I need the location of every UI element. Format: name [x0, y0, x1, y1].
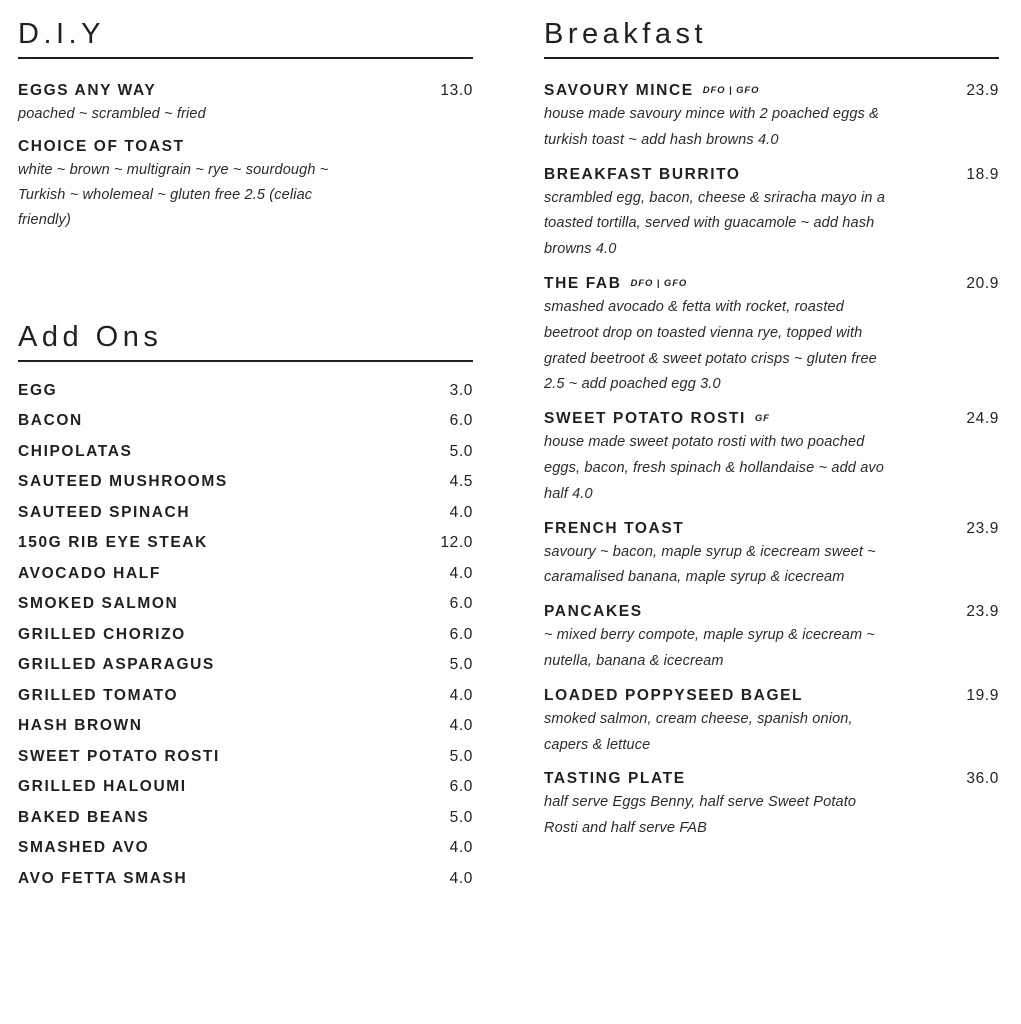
list-item	[18, 382, 473, 400]
menu-item-description: scrambled egg, bacon, cheese & sriracha mayo in a toasted tortilla, served with guacamole ~ add hash browns 4.0	[544, 189, 886, 258]
addon-name: AVOCADO HALF	[18, 564, 161, 582]
list-item	[18, 412, 473, 430]
menu-item-name-text: FRENCH TOAST	[544, 519, 685, 537]
section-title-diy: D.I.Y	[18, 18, 105, 50]
menu-item-head	[544, 767, 999, 791]
menu-item-head	[544, 407, 999, 431]
list-item	[18, 839, 473, 857]
menu-item-description: ~ mixed berry compote, maple syrup & icecream ~ nutella, banana & icecream	[544, 627, 876, 670]
list-item	[18, 717, 473, 735]
left-column	[18, 0, 473, 900]
menu-item-name-text: THE FAB	[544, 275, 622, 293]
addon-price: 5.0	[449, 656, 473, 674]
addon-name: EGG	[18, 381, 58, 399]
menu-item-price: 20.9	[966, 275, 999, 293]
section-divider-add-ons	[18, 360, 473, 362]
menu-item-name: EGGS ANY WAY	[18, 82, 157, 99]
list-item	[18, 687, 473, 705]
addon-price: 5.0	[449, 747, 473, 765]
menu-item-description: smoked salmon, cream cheese, spanish onion, capers & lettuce	[544, 710, 853, 753]
section-divider-breakfast	[544, 57, 999, 59]
menu-item	[544, 79, 999, 154]
list-item	[18, 870, 473, 888]
menu-item	[544, 407, 999, 507]
addon-price: 4.0	[449, 503, 473, 521]
addon-price: 3.0	[449, 381, 473, 399]
menu-item-name	[544, 272, 687, 296]
menu-item-name: CHOICE OF TOAST	[18, 137, 185, 155]
dietary-tag: DFO | GFO	[702, 85, 760, 96]
addon-price: 6.0	[449, 412, 473, 430]
menu-item-name	[544, 684, 812, 708]
menu-item	[544, 163, 999, 263]
menu-item-description: savoury ~ bacon, maple syrup & icecream sweet ~ caramalised banana, maple syrup & icecream	[544, 543, 876, 586]
menu-item	[544, 600, 999, 675]
addon-name: AVO FETTA SMASH	[18, 869, 188, 887]
list-item	[18, 443, 473, 461]
addon-name: GRILLED ASPARAGUS	[18, 656, 215, 674]
section-title-add-ons: Add Ons	[18, 320, 163, 353]
addon-price: 5.0	[449, 808, 473, 826]
list-item	[18, 626, 473, 644]
menu-item-description: half serve Eggs Benny, half serve Sweet Potato Rosti and half serve FAB	[544, 794, 857, 837]
addon-name: GRILLED CHORIZO	[18, 625, 186, 643]
menu-item	[18, 135, 473, 233]
addon-name: SAUTEED MUSHROOMS	[18, 473, 228, 491]
addon-name: BACON	[18, 412, 83, 430]
menu-item-name	[544, 407, 770, 431]
menu-item	[544, 684, 999, 759]
section-breakfast	[544, 0, 999, 842]
addon-price: 6.0	[449, 625, 473, 643]
menu-item	[544, 517, 999, 592]
addon-price: 4.0	[449, 839, 473, 857]
menu-item-name-text: BREAKFAST BURRITO	[544, 165, 741, 183]
menu-item-head	[544, 684, 999, 708]
addon-price: 12.0	[440, 534, 473, 552]
menu-item-name-text: TASTING PLATE	[544, 770, 686, 788]
menu-item-name-text: LOADED POPPYSEED BAGEL	[544, 686, 804, 704]
menu-item-price: 18.9	[966, 165, 999, 183]
menu-item-name	[544, 767, 695, 791]
list-item	[18, 565, 473, 583]
menu-item	[544, 767, 999, 842]
menu-item-head	[544, 163, 999, 187]
menu-item-price: 24.9	[966, 410, 999, 428]
list-item	[18, 534, 473, 552]
menu-item-name-text: PANCAKES	[544, 603, 643, 621]
list-item	[18, 473, 473, 491]
list-item	[18, 748, 473, 766]
section-diy	[18, 0, 473, 233]
menu-item-price: 36.0	[966, 770, 999, 788]
list-item	[18, 809, 473, 827]
addon-price: 5.0	[449, 442, 473, 460]
addon-name: SMOKED SALMON	[18, 595, 179, 613]
addon-price: 4.0	[449, 564, 473, 582]
section-spacer	[18, 241, 473, 303]
addon-name: 150G RIB EYE STEAK	[18, 534, 208, 552]
addon-price: 4.5	[449, 473, 473, 491]
section-title-breakfast: Breakfast	[544, 18, 707, 50]
menu-item-price: 23.9	[966, 603, 999, 621]
menu-item	[544, 272, 999, 398]
menu-item	[18, 79, 473, 127]
addon-name: GRILLED TOMATO	[18, 686, 179, 704]
menu-item-price: 23.9	[966, 519, 999, 537]
menu-item-name	[544, 517, 693, 541]
menu-item-description: house made savoury mince with 2 poached eggs & turkish toast ~ add hash browns 4.0	[544, 106, 879, 148]
menu-item-name-text: SWEET POTATO ROSTI	[544, 410, 746, 428]
menu-item-head	[18, 79, 473, 103]
menu-item-name-text: SAVOURY MINCE	[544, 82, 694, 99]
dietary-tag: DFO | GFO	[630, 278, 688, 290]
list-item	[18, 656, 473, 674]
addon-name: BAKED BEANS	[18, 808, 150, 826]
list-item	[18, 504, 473, 522]
addon-price: 4.0	[449, 869, 473, 887]
menu-item-description: poached ~ scrambled ~ fried	[18, 106, 206, 123]
menu-item-description: house made sweet potato rosti with two poached eggs, bacon, fresh spinach & hollandaise ~ add avo half 4.0	[544, 434, 885, 502]
menu-item-description: white ~ brown ~ multigrain ~ rye ~ sourdough ~ Turkish ~ wholemeal ~ gluten free 2.5 (celiac friendly)	[18, 161, 329, 228]
addon-name: SAUTEED SPINACH	[18, 503, 191, 521]
menu-item-head	[18, 135, 473, 159]
list-item	[18, 778, 473, 796]
addon-price: 6.0	[449, 595, 473, 613]
section-add-ons	[18, 303, 473, 888]
addon-name: SWEET POTATO ROSTI	[18, 747, 220, 765]
addon-price: 4.0	[449, 717, 473, 735]
menu-item-head	[544, 79, 999, 103]
menu-item-price: 23.9	[966, 82, 999, 99]
addon-name: GRILLED HALOUMI	[18, 778, 187, 796]
menu-item-description: smashed avocado & fetta with rocket, roasted beetroot drop on toasted vienna rye, topped with grated beetroot & sweet potato crisps ~ gluten free 2.5 ~ add poached egg 3.0	[544, 299, 877, 393]
menu-item-head	[544, 517, 999, 541]
list-item	[18, 595, 473, 613]
addon-price: 4.0	[449, 686, 473, 704]
menu-item-name	[544, 79, 759, 103]
addon-name: CHIPOLATAS	[18, 442, 133, 460]
addon-name: SMASHED AVO	[18, 839, 150, 857]
section-divider-diy	[18, 57, 473, 59]
right-column	[544, 0, 999, 851]
addon-name: HASH BROWN	[18, 717, 143, 735]
menu-item-head	[544, 272, 999, 296]
menu-item-name	[544, 600, 652, 624]
menu-item-price: 13.0	[440, 82, 473, 99]
menu-item-name	[544, 163, 750, 187]
dietary-tag: GF	[754, 413, 770, 425]
menu-item-head	[544, 600, 999, 624]
menu-item-price: 19.9	[966, 686, 999, 704]
addon-price: 6.0	[449, 778, 473, 796]
